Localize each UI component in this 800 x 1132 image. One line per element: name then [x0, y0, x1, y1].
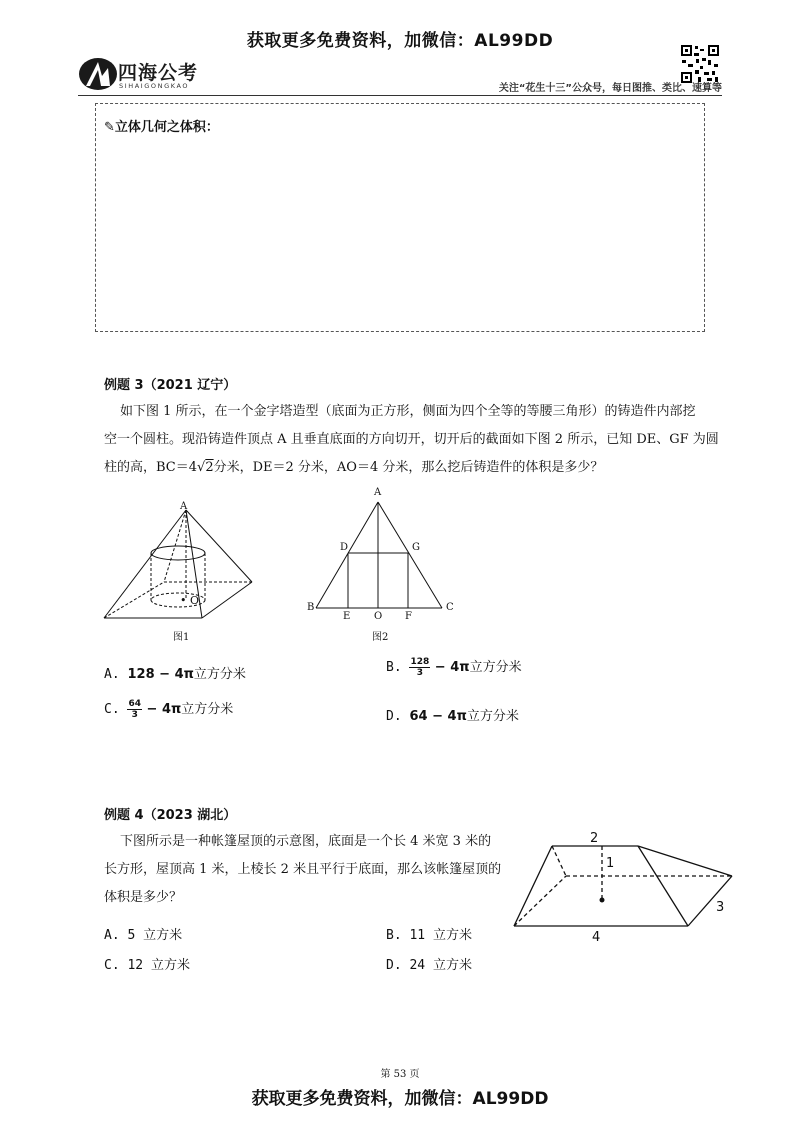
notes-box [95, 103, 705, 332]
option-unit: 立方分米 [181, 702, 234, 717]
option-letter: D. [386, 709, 402, 724]
fraction-numerator: 128 [410, 657, 430, 667]
sqrt-symbol: √ [197, 460, 206, 475]
option-text: 5 立方米 [127, 928, 183, 943]
option-expr: 64 − 4π [409, 709, 467, 724]
example3-line1: 如下图 1 所示，在一个金字塔造型（底面为正方形，侧面为四个全等的等腰三角形）的铸造件内部挖 [120, 404, 696, 419]
bottom-banner: 获取更多免费资料，加微信：AL99DD [251, 1089, 549, 1109]
option-expr: − 4π [430, 660, 470, 675]
header-slogan: 关注“花生十三”公众号，每日图推、类比、速算等 [498, 83, 722, 94]
example4-line1: 下图所示是一种帐篷屋顶的示意图，底面是一个长 4 米宽 3 米的 [120, 834, 492, 849]
example3-line3-b: 分米，DE＝2 分米，AO＝4 分米，那么挖后铸造件的体积是多少？ [213, 460, 604, 475]
option-text: 11 立方米 [409, 928, 472, 943]
fig1-label-o: • O [180, 594, 200, 607]
example4-option-a[interactable] [104, 924, 182, 943]
qr-code-icon [680, 44, 720, 84]
option-letter: C. [104, 958, 120, 973]
example3-title: 例题 3（2021 辽宁） [104, 378, 237, 393]
example3-option-d[interactable] [386, 705, 519, 724]
example4-line2: 长方形，屋顶高 1 米，上棱长 2 米且平行于底面，那么该帐篷屋顶的 [104, 862, 502, 877]
option-letter: B. [386, 660, 402, 675]
option-letter: A. [104, 928, 120, 943]
fig2-label-o: O [374, 611, 383, 622]
figure2-section [300, 496, 470, 616]
fig2-label-f: F [405, 611, 412, 622]
option-text: 12 立方米 [127, 958, 190, 973]
example3-option-c[interactable] [104, 698, 233, 720]
fig2-label-b: B [307, 602, 315, 613]
example3-line3-a: 柱的高，BC＝4 [104, 460, 198, 475]
top-banner: 获取更多免费资料，加微信：AL99DD [246, 31, 554, 51]
example3-line3-sqrt: 2 [205, 460, 214, 475]
option-unit: 立方分米 [469, 660, 522, 675]
option-unit: 立方分米 [193, 667, 246, 682]
notes-title: ✎立体几何之体积： [104, 120, 219, 135]
fraction-numerator: 64 [128, 699, 142, 709]
example3-option-a[interactable] [104, 663, 246, 682]
figure-tent-roof [508, 826, 740, 936]
option-letter: D. [386, 958, 402, 973]
fraction-denominator: 3 [416, 668, 424, 678]
fig1-label-a: A [180, 501, 188, 512]
fig1-caption: 图1 [173, 632, 190, 643]
fig2-label-g: G [412, 542, 420, 553]
example4-option-d[interactable] [386, 954, 472, 973]
example4-line3: 体积是多少？ [104, 890, 183, 905]
example4-option-c[interactable] [104, 954, 190, 973]
example4-title: 例题 4（2023 湖北） [104, 808, 237, 823]
example3-line3 [104, 454, 603, 482]
option-letter: C. [104, 702, 120, 717]
fraction-denominator: 3 [131, 710, 138, 720]
tent-label-length: 4 [592, 930, 601, 945]
example3-line2: 空一个圆柱。现沿铸造件顶点 A 且垂直底面的方向切开，切开后的截面如下图 2 所示，已知 DE、GF 为圆 [104, 432, 719, 447]
option-expr: − 4π [142, 702, 182, 717]
option-letter: B. [386, 928, 402, 943]
fig2-label-c: C [446, 602, 454, 613]
fig2-caption: 图2 [372, 632, 389, 643]
header-divider [78, 95, 722, 96]
logo-subtitle: SIHAIGONGKAO [119, 82, 190, 90]
option-letter: A. [104, 667, 120, 682]
tent-label-width: 3 [716, 900, 725, 915]
example4-option-b[interactable] [386, 924, 472, 943]
tent-label-top: 2 [590, 831, 599, 846]
option-text: 24 立方米 [409, 958, 472, 973]
option-fraction [127, 699, 142, 720]
page-number: 第 53 页 [380, 1069, 420, 1080]
tent-label-height: 1 [606, 856, 615, 871]
fig2-label-d: D [340, 542, 349, 553]
fig2-label-e: E [343, 611, 351, 622]
option-expr: 128 − 4π [127, 667, 194, 682]
example3-option-b[interactable] [386, 656, 522, 678]
option-fraction [409, 657, 430, 678]
logo-name: 四海公考 [118, 62, 199, 84]
option-unit: 立方分米 [466, 709, 519, 724]
fig2-label-a: A [374, 487, 382, 498]
